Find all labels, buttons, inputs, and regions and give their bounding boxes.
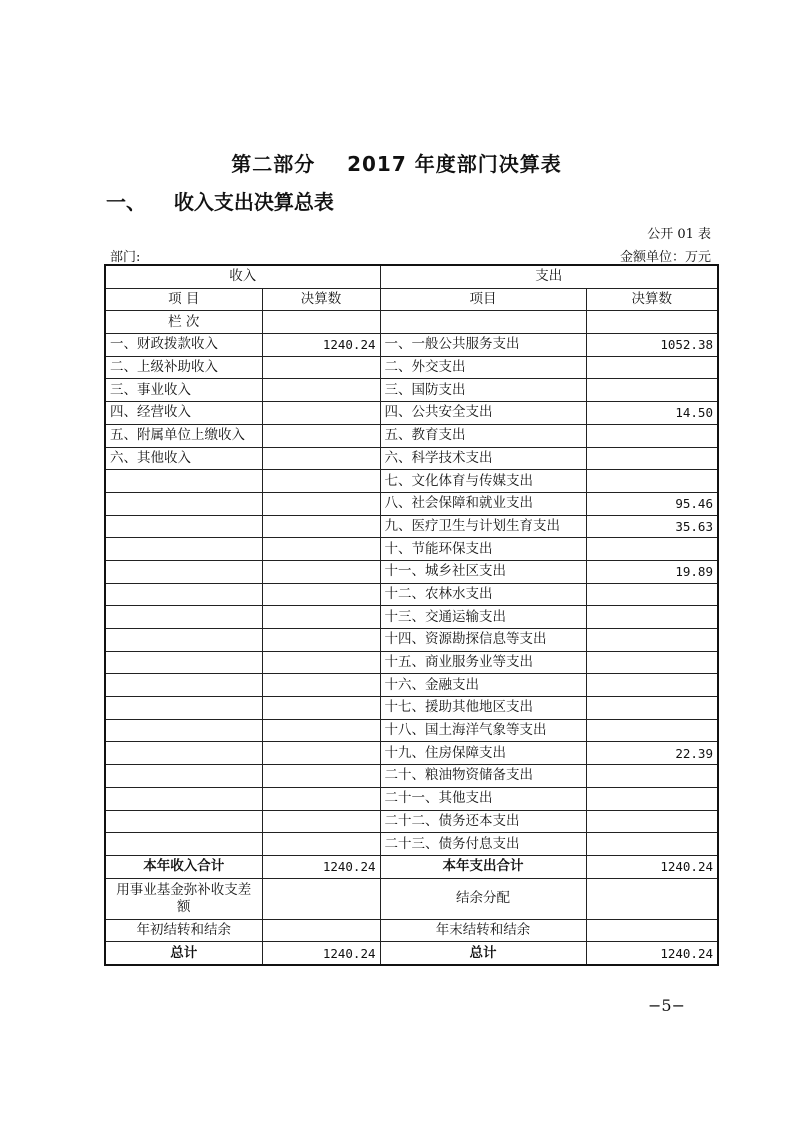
income-amount (262, 356, 380, 379)
table-row (105, 765, 718, 788)
expense-amount: 14.50 (586, 402, 718, 425)
expense-item: 八、社会保障和就业支出 (380, 492, 586, 515)
income-item (105, 719, 262, 742)
income-amount (262, 697, 380, 720)
income-item: 五、附属单位上缴收入 (105, 424, 262, 447)
expense-item: 十八、国土海洋气象等支出 (380, 719, 586, 742)
income-item (105, 470, 262, 493)
table-row (105, 833, 718, 856)
income-amount (262, 629, 380, 652)
expense-item: 十九、住房保障支出 (380, 742, 586, 765)
table-row (105, 356, 718, 379)
total-expense-label: 本年支出合计 (380, 855, 586, 878)
income-item (105, 787, 262, 810)
expense-header: 支出 (380, 265, 718, 288)
table-row (105, 606, 718, 629)
col-item2-header: 项目 (380, 288, 586, 311)
income-item (105, 492, 262, 515)
expense-amount (586, 629, 718, 652)
table-row (105, 492, 718, 515)
income-amount (262, 765, 380, 788)
page-number: −5− (648, 996, 685, 1015)
expense-amount (586, 674, 718, 697)
table-row (105, 379, 718, 402)
summary-row (105, 855, 718, 878)
expense-amount (586, 606, 718, 629)
table-row (105, 424, 718, 447)
income-amount (262, 424, 380, 447)
expense-amount (586, 447, 718, 470)
table-row (105, 560, 718, 583)
table-row (105, 515, 718, 538)
surplus-label: 结余分配 (380, 878, 586, 919)
expense-item: 四、公共安全支出 (380, 402, 586, 425)
total-expense-amount: 1240.24 (586, 855, 718, 878)
income-item (105, 742, 262, 765)
expense-amount: 19.89 (586, 560, 718, 583)
end-balance-amount (586, 919, 718, 942)
table-number: 公开 01 表 (647, 227, 711, 242)
expense-item: 一、一般公共服务支出 (380, 334, 586, 357)
table-row (105, 810, 718, 833)
income-item (105, 674, 262, 697)
expense-item: 二、外交支出 (380, 356, 586, 379)
summary-row (105, 942, 718, 965)
group-header-row (105, 265, 718, 288)
expense-item: 二十二、债务还本支出 (380, 810, 586, 833)
table-row (105, 697, 718, 720)
expense-amount (586, 379, 718, 402)
income-amount (262, 560, 380, 583)
section-subtitle: 一、 收入支出决算总表 (106, 190, 334, 214)
begin-balance-label: 年初结转和结余 (105, 919, 262, 942)
begin-balance-amount (262, 919, 380, 942)
income-item (105, 765, 262, 788)
expense-item: 十四、资源勘探信息等支出 (380, 629, 586, 652)
col-amount2-header: 决算数 (586, 288, 718, 311)
summary-row (105, 919, 718, 942)
expense-amount (586, 810, 718, 833)
expense-item: 九、医疗卫生与计划生育支出 (380, 515, 586, 538)
expense-amount (586, 765, 718, 788)
budget-summary-table (104, 264, 719, 966)
end-balance-label: 年末结转和结余 (380, 919, 586, 942)
table-row (105, 470, 718, 493)
income-header: 收入 (105, 265, 380, 288)
income-amount (262, 447, 380, 470)
table-row (105, 674, 718, 697)
income-amount (262, 402, 380, 425)
summary-row (105, 878, 718, 919)
income-amount (262, 492, 380, 515)
income-amount (262, 719, 380, 742)
expense-amount (586, 719, 718, 742)
income-item (105, 606, 262, 629)
fund-amount (262, 878, 380, 919)
total-income-amount: 1240.24 (262, 855, 380, 878)
table-row (105, 629, 718, 652)
income-item (105, 651, 262, 674)
col-amount-header: 决算数 (262, 288, 380, 311)
income-amount (262, 787, 380, 810)
expense-item: 十七、援助其他地区支出 (380, 697, 586, 720)
table-row (105, 402, 718, 425)
income-item (105, 538, 262, 561)
row-index-row (105, 311, 718, 334)
income-amount (262, 651, 380, 674)
department-label: 部门: (110, 250, 141, 265)
col-item-header: 项 目 (105, 288, 262, 311)
expense-item: 二十一、其他支出 (380, 787, 586, 810)
income-amount (262, 583, 380, 606)
expense-item: 十三、交通运输支出 (380, 606, 586, 629)
income-item (105, 629, 262, 652)
fund-label: 用事业基金弥补收支差额 (105, 878, 262, 919)
column-header-row (105, 288, 718, 311)
table-row (105, 538, 718, 561)
income-amount (262, 606, 380, 629)
income-item (105, 697, 262, 720)
income-amount (262, 379, 380, 402)
table-row (105, 447, 718, 470)
income-item (105, 810, 262, 833)
expense-item: 三、国防支出 (380, 379, 586, 402)
income-item: 一、财政拨款收入 (105, 334, 262, 357)
expense-amount: 1052.38 (586, 334, 718, 357)
income-item: 二、上级补助收入 (105, 356, 262, 379)
expense-item: 二十三、债务付息支出 (380, 833, 586, 856)
income-item: 三、事业收入 (105, 379, 262, 402)
expense-amount (586, 583, 718, 606)
expense-amount (586, 833, 718, 856)
income-item (105, 515, 262, 538)
document-title: 第二部分 2017 年度部门决算表 (231, 152, 562, 176)
expense-amount (586, 787, 718, 810)
income-amount (262, 538, 380, 561)
total-income-label: 本年收入合计 (105, 855, 262, 878)
expense-amount (586, 424, 718, 447)
expense-item: 七、文化体育与传媒支出 (380, 470, 586, 493)
table-row (105, 719, 718, 742)
expense-amount (586, 356, 718, 379)
income-amount (262, 515, 380, 538)
expense-amount (586, 697, 718, 720)
income-item (105, 560, 262, 583)
income-item (105, 833, 262, 856)
income-item (105, 583, 262, 606)
expense-item: 五、教育支出 (380, 424, 586, 447)
expense-amount (586, 651, 718, 674)
grand-total-income-amount: 1240.24 (262, 942, 380, 965)
grand-total-expense-amount: 1240.24 (586, 942, 718, 965)
income-amount (262, 470, 380, 493)
unit-label: 金额单位：万元 (619, 250, 711, 265)
expense-amount: 22.39 (586, 742, 718, 765)
income-item: 六、其他收入 (105, 447, 262, 470)
table-row (105, 787, 718, 810)
table-row (105, 651, 718, 674)
expense-item: 六、科学技术支出 (380, 447, 586, 470)
income-item: 四、经营收入 (105, 402, 262, 425)
expense-item: 十五、商业服务业等支出 (380, 651, 586, 674)
table-row (105, 334, 718, 357)
expense-amount (586, 470, 718, 493)
expense-amount: 95.46 (586, 492, 718, 515)
row-index-label: 栏 次 (105, 311, 262, 334)
grand-total-expense-label: 总计 (380, 942, 586, 965)
expense-item: 十一、城乡社区支出 (380, 560, 586, 583)
income-amount (262, 833, 380, 856)
table-row (105, 742, 718, 765)
expense-item: 十二、农林水支出 (380, 583, 586, 606)
income-amount (262, 810, 380, 833)
expense-amount (586, 538, 718, 561)
table-row (105, 583, 718, 606)
expense-amount: 35.63 (586, 515, 718, 538)
expense-item: 十、节能环保支出 (380, 538, 586, 561)
income-amount: 1240.24 (262, 334, 380, 357)
income-amount (262, 674, 380, 697)
grand-total-income-label: 总计 (105, 942, 262, 965)
expense-item: 二十、粮油物资储备支出 (380, 765, 586, 788)
income-amount (262, 742, 380, 765)
surplus-amount (586, 878, 718, 919)
expense-item: 十六、金融支出 (380, 674, 586, 697)
